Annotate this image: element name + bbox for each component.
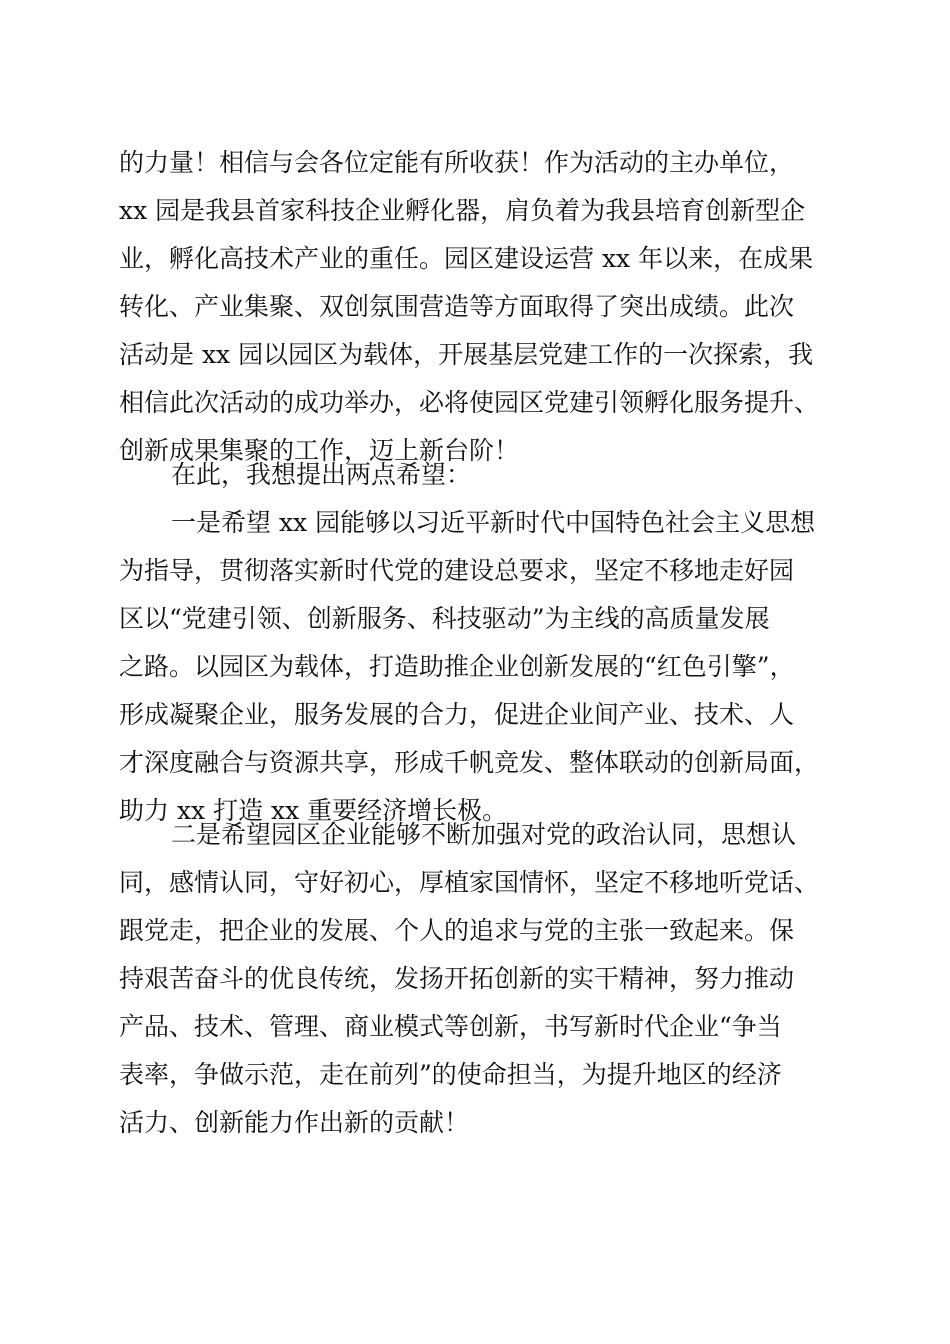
text-line: 助力 xx 打造 xx 重要经济增长极。 <box>119 796 508 825</box>
text-line: 活力、创新能力作出新的贡献！ <box>119 1108 470 1137</box>
text-line: 表率，争做示范，走在前列”的使命担当，为提升地区的经济 <box>119 1060 782 1089</box>
text-line: 转化、产业集聚、双创氛围营造等方面取得了突出成绩。此次 <box>119 292 795 321</box>
paragraph-second-hope <box>119 811 839 1147</box>
text-line: 才深度融合与资源共享，形成千帆竞发、整体联动的创新局面， <box>119 748 820 777</box>
text-line: 活动是 xx 园以园区为载体，开展基层党建工作的一次探索，我 <box>119 340 814 369</box>
text-line: xx 园是我县首家科技企业孵化器，肩负着为我县培育创新型企 <box>119 196 806 225</box>
text-line: 的力量！相信与会各位定能有所收获！作为活动的主办单位， <box>119 148 795 177</box>
text-line: 创新成果集聚的工作，迈上新台阶！ <box>119 436 520 465</box>
text-line: 产品、技术、管理、商业模式等创新，书写新时代企业“争当 <box>119 1012 782 1041</box>
text-line: 为指导，贯彻落实新时代党的建设总要求，坚定不移地走好园 <box>119 556 795 585</box>
text-line: 跟党走，把企业的发展、个人的追求与党的主张一致起来。保 <box>119 916 795 945</box>
text-line: 区以“党建引领、创新服务、科技驱动”为主线的高质量发展 <box>119 604 770 633</box>
text-line: 一是希望 xx 园能够以习近平新时代中国特色社会主义思想 <box>171 508 816 537</box>
paragraph-first-hope <box>119 499 839 835</box>
text-line: 相信此次活动的成功举办，必将使园区党建引领孵化服务提升、 <box>119 388 820 417</box>
text-line: 同，感情认同，守好初心，厚植家国情怀，坚定不移地听党话、 <box>119 868 820 897</box>
text-line: 之路。以园区为载体，打造助推企业创新发展的“红色引擎”， <box>119 652 795 681</box>
text-line: 在此，我想提出两点希望： <box>171 460 472 489</box>
text-line: 业，孵化高技术产业的重任。园区建设运营 xx 年以来，在成果 <box>119 244 814 273</box>
text-line: 持艰苦奋斗的优良传统，发扬开拓创新的实干精神，努力推动 <box>119 964 795 993</box>
text-line: 二是希望园区企业能够不断加强对党的政治认同，思想认 <box>171 820 797 849</box>
paragraph-continuation <box>119 139 839 475</box>
text-line: 形成凝聚企业，服务发展的合力，促进企业间产业、技术、人 <box>119 700 795 729</box>
paragraph-intro-hopes <box>119 451 839 499</box>
